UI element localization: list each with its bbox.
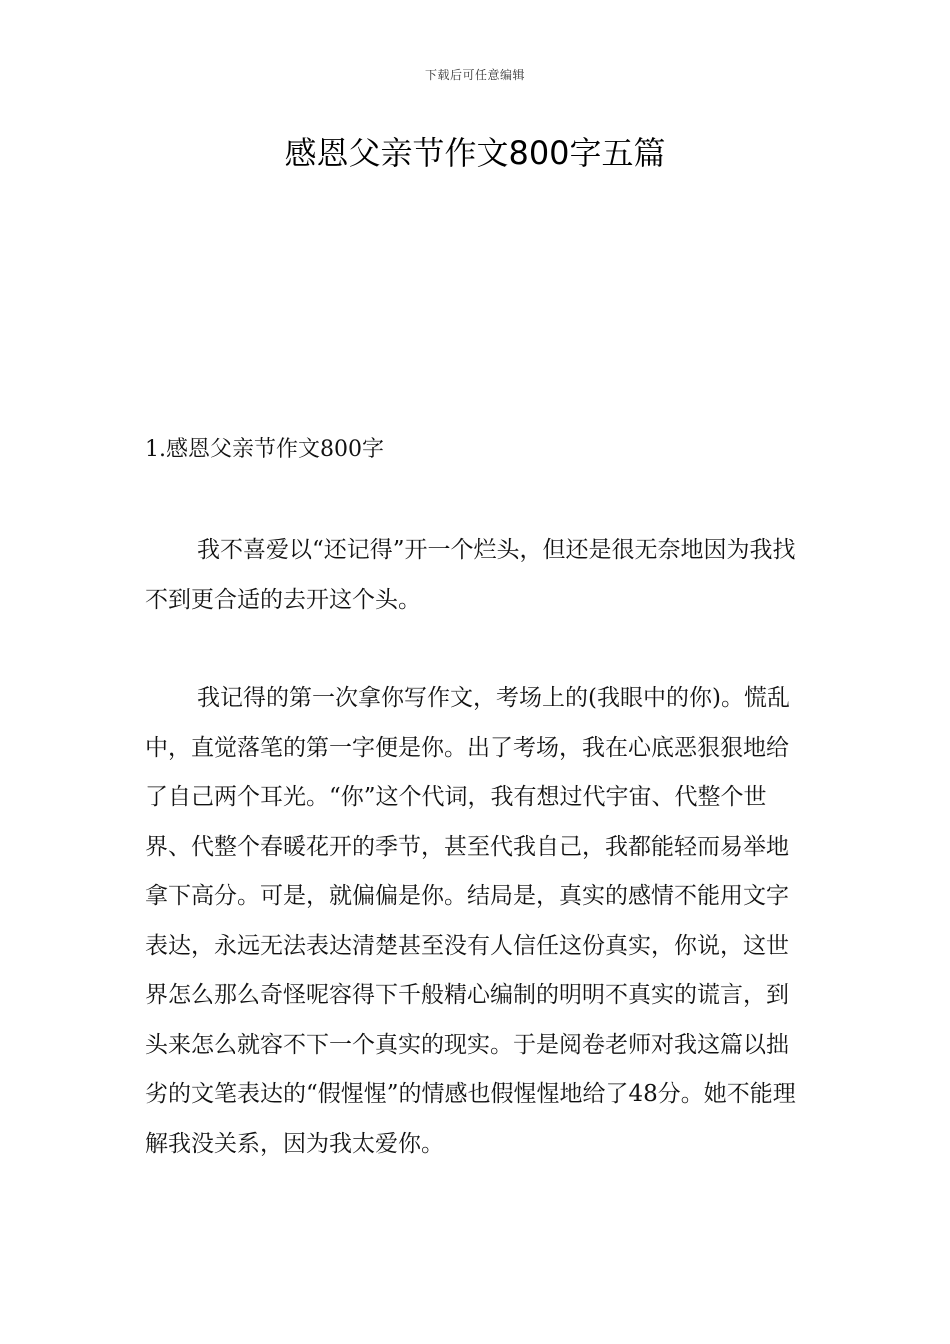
document-title: 感恩父亲节作文800字五篇 <box>284 134 666 172</box>
section-heading: 1.感恩父亲节作文800字 <box>145 437 384 462</box>
paragraph-1 <box>145 526 810 625</box>
paragraph-2 <box>145 674 810 1169</box>
paragraph-2-text: 我记得的第一次拿你写作文，考场上的(我眼中的你)。慌乱中，直觉落笔的第一字便是你。出了考场，我在心底恶狠狠地给了自己两个耳光。“你”这个代词，我有想过代宇宙、代整个世界、代整个春暖花开的季节，甚至代我自己，我都能轻而易举地拿下高分。可是，就偏偏是你。结局是，真实的感情不能用文字表达，永远无法表达清楚甚至没有人信任这份真实，你说，这世界怎么那么奇怪呢容得下千般精心编制的明明不真实的谎言，到头来怎么就容不下一个真实的现实。于是阅卷老师对我这篇以拙劣的文笔表达的“假惺惺”的情感也假惺惺地给了48分。她不能理解我没关系，因为我太爱你。 <box>145 685 796 1157</box>
header-note: 下载后可任意编辑 <box>424 68 525 82</box>
paragraph-1-text: 我不喜爱以“还记得”开一个烂头，但还是很无奈地因为我找不到更合适的去开这个头。 <box>145 537 796 613</box>
